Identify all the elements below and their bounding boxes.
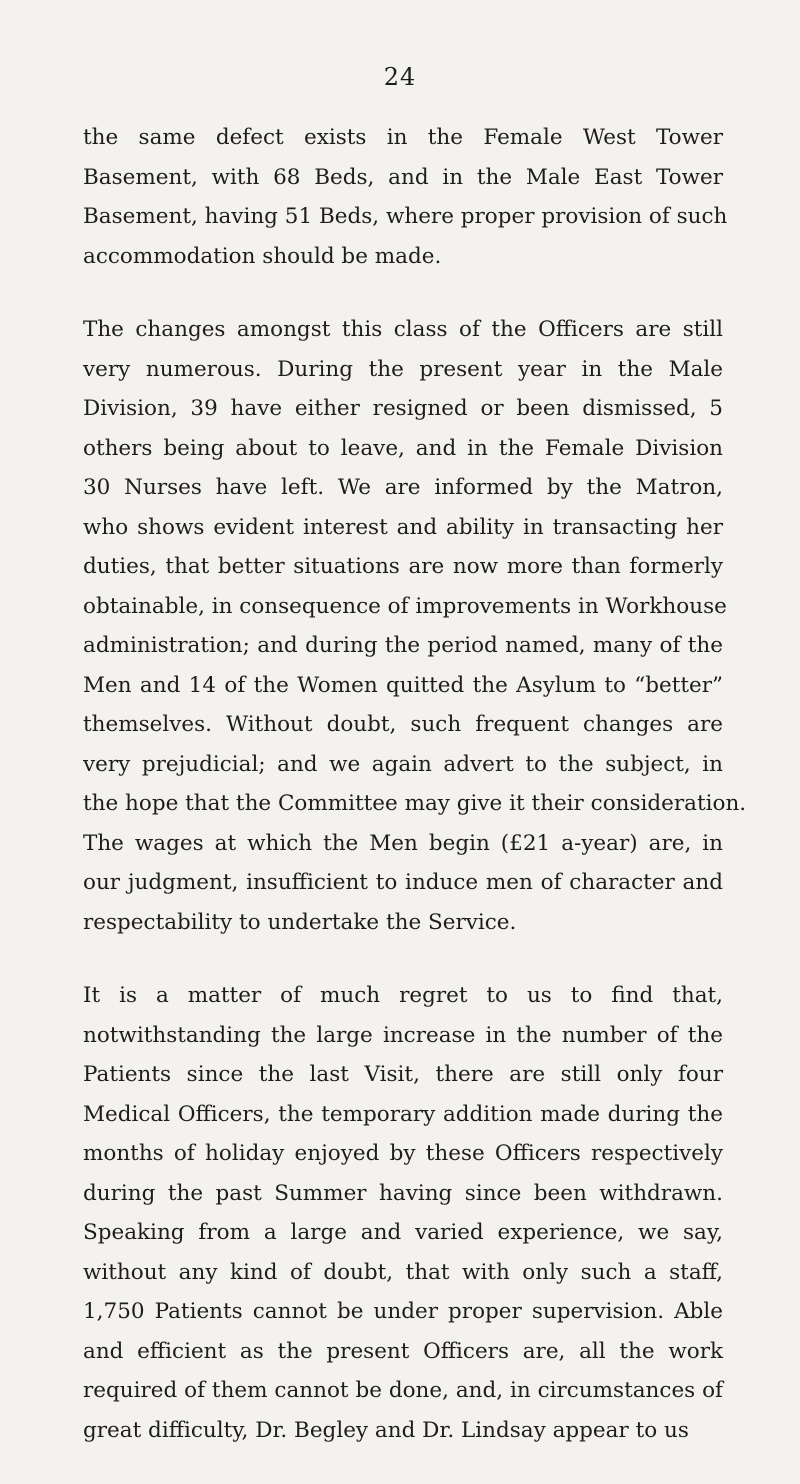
paragraph-1	[83, 118, 728, 276]
text-line: Speaking from a large and varied experience, we say,	[83, 1220, 723, 1245]
text-line: during the past Summer having since been withdrawn.	[83, 1180, 723, 1206]
text-line: who shows evident interest and ability in transacting her	[83, 514, 723, 540]
text-line: without any kind of doubt, that with only such a staff,	[83, 1259, 723, 1285]
text-line: months of holiday enjoyed by these Officers respectively	[83, 1141, 723, 1166]
text-line: very prejudicial; and we again advert to the subject, in	[83, 751, 723, 777]
body-text	[83, 118, 747, 1484]
text-line: Basement, having 51 Beds, where proper provision of such	[83, 204, 728, 229]
text-line: the hope that the Committee may give it their consideration.	[83, 791, 747, 816]
text-line: obtainable, in consequence of improvements in Workhouse	[83, 593, 727, 619]
text-line: notwithstanding the large increase in the number of the	[83, 1022, 723, 1048]
text-line: respectability to undertake the Service.	[83, 909, 517, 935]
text-line: accommodation should be made.	[83, 243, 442, 269]
text-line: great difficulty, Dr. Begley and Dr. Lindsay appear to us	[83, 1417, 689, 1443]
text-line: Basement, with 68 Beds, and in the Male East Tower	[83, 164, 723, 190]
paragraph-2	[83, 310, 747, 942]
text-line: 1,750 Patients cannot be under proper supervision. Able	[83, 1299, 723, 1324]
text-line: others being about to leave, and in the Female Division	[83, 435, 723, 461]
text-line: The wages at which the Men begin (£21 a-year) are, in	[83, 830, 723, 856]
text-line: required of them cannot be done, and, in circumstances of	[83, 1378, 723, 1403]
text-line: Division, 39 have either resigned or been dismissed, 5	[83, 396, 723, 421]
text-line: Men and 14 of the Women quitted the Asylum to “better”	[83, 672, 723, 698]
text-line: and efficient as the present Officers are, all the work	[83, 1338, 723, 1364]
text-line: the same defect exists in the Female West Tower	[83, 125, 723, 150]
text-line: our judgment, insufficient to induce men of character and	[83, 870, 723, 895]
text-line: very numerous. During the present year in the Male	[83, 356, 723, 382]
paragraph-3	[83, 976, 723, 1450]
page-number: 24	[383, 63, 417, 91]
text-line: The changes amongst this class of the Officers are still	[83, 317, 723, 342]
text-line: duties, that better situations are now more than formerly	[83, 554, 723, 579]
text-line: Medical Officers, the temporary addition made during the	[83, 1101, 723, 1127]
text-line: themselves. Without doubt, such frequent changes are	[83, 712, 723, 737]
text-line: administration; and during the period named, many of the	[83, 633, 723, 658]
text-line: 30 Nurses have left. We are informed by the Matron,	[83, 475, 723, 500]
text-line: Patients since the last Visit, there are still only four	[83, 1062, 723, 1087]
text-line: It is a matter of much regret to us to find that,	[83, 983, 723, 1008]
